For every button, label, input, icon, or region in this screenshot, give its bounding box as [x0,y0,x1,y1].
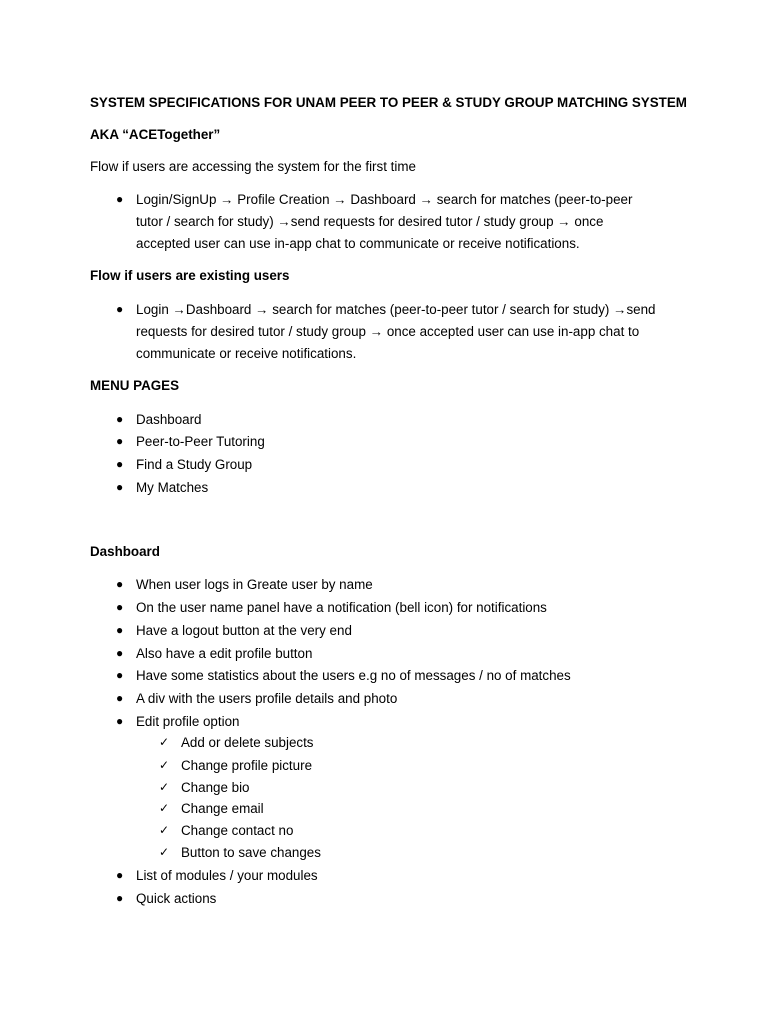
dashboard-item: List of modules / your modules [136,868,318,883]
bullet-icon: ● [116,668,124,682]
bullet-icon: ● [116,457,124,471]
flow-existing-line-3: communicate or receive notifications. [136,346,357,361]
dashboard-item: On the user name panel have a notification (bell icon) for notifications [136,600,547,615]
edit-profile-subitem: Change email [181,801,264,816]
dashboard-item: Edit profile option [136,714,240,729]
bullet-icon: ● [116,412,124,426]
bullet-icon: ● [116,577,124,591]
bullet-icon: ● [116,192,124,206]
checkmark-icon: ✓ [159,735,170,749]
edit-profile-subitem: Change bio [181,780,250,795]
menu-pages-heading: MENU PAGES [90,378,180,393]
edit-profile-subitem: Change contact no [181,823,294,838]
bullet-icon: ● [116,600,124,614]
bullet-icon: ● [116,434,124,448]
edit-profile-subitem: Change profile picture [181,758,313,773]
document-title: SYSTEM SPECIFICATIONS FOR UNAM PEER TO PEER & STUDY GROUP MATCHING SYSTEM [90,95,687,110]
flow-first-line-1: Login/SignUp → Profile Creation → Dashboard → search for matches (peer-to-peer [136,192,633,207]
flow-first-line-3: accepted user can use in-app chat to communicate or receive notifications. [136,236,580,251]
flow-existing-line-2: requests for desired tutor / study group → once accepted user can use in-app chat to [136,324,640,339]
bullet-icon: ● [116,868,124,882]
checkmark-icon: ✓ [159,823,170,837]
dashboard-item: Quick actions [136,891,217,906]
checkmark-icon: ✓ [159,780,170,794]
menu-item: Find a Study Group [136,457,253,472]
flow-existing-heading: Flow if users are existing users [90,268,290,283]
dashboard-item: A div with the users profile details and photo [136,691,398,706]
bullet-icon: ● [116,480,124,494]
bullet-icon: ● [116,691,124,705]
flow-first-heading: Flow if users are accessing the system for the first time [90,159,416,174]
dashboard-item: Also have a edit profile button [136,646,313,661]
menu-item: Peer-to-Peer Tutoring [136,434,265,449]
menu-item: Dashboard [136,412,202,427]
dashboard-item: Have some statistics about the users e.g no of messages / no of matches [136,668,571,683]
menu-item: My Matches [136,480,209,495]
checkmark-icon: ✓ [159,845,170,859]
dashboard-item: When user logs in Greate user by name [136,577,373,592]
flow-existing-line-1: Login →Dashboard → search for matches (peer-to-peer tutor / search for study) →send [136,302,656,317]
edit-profile-subitem: Add or delete subjects [181,735,314,750]
flow-first-line-2: tutor / search for study) →send requests for desired tutor / study group → once [136,214,604,229]
bullet-icon: ● [116,891,124,905]
bullet-icon: ● [116,646,124,660]
aka-line: AKA “ACETogether” [90,127,221,142]
dashboard-heading: Dashboard [90,544,160,559]
edit-profile-subitem: Button to save changes [181,845,321,860]
checkmark-icon: ✓ [159,758,170,772]
bullet-icon: ● [116,302,124,316]
bullet-icon: ● [116,623,124,637]
dashboard-item: Have a logout button at the very end [136,623,352,638]
bullet-icon: ● [116,714,124,728]
checkmark-icon: ✓ [159,801,170,815]
